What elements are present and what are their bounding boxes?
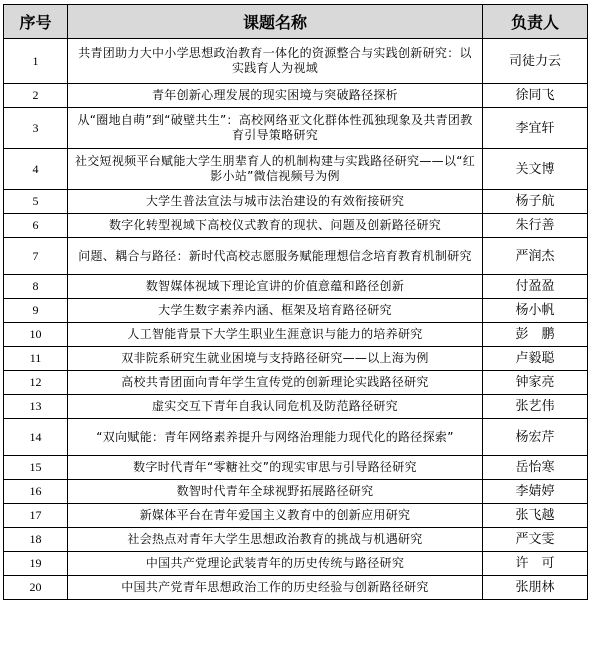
table-row (4, 347, 588, 371)
table-row (4, 275, 588, 299)
table-row (4, 214, 588, 238)
row-number: 2 (4, 84, 68, 108)
row-number: 10 (4, 323, 68, 347)
row-person: 朱行善 (483, 214, 588, 238)
row-number: 3 (4, 108, 68, 149)
table-row (4, 190, 588, 214)
project-table (3, 4, 588, 600)
row-person: 卢毅聪 (483, 347, 588, 371)
row-title: 双非院系研究生就业困境与支持路径研究——以上海为例 (68, 347, 483, 371)
header-number: 序号 (4, 5, 68, 39)
row-title: 数智时代青年全球视野拓展路径研究 (68, 480, 483, 504)
row-number: 12 (4, 371, 68, 395)
row-number: 18 (4, 528, 68, 552)
table-row (4, 504, 588, 528)
table-row (4, 528, 588, 552)
row-title: “双向赋能：青年网络素养提升与网络治理能力现代化的路径探索” (68, 419, 483, 456)
table-row (4, 84, 588, 108)
row-person: 杨小帆 (483, 299, 588, 323)
row-person: 严文雯 (483, 528, 588, 552)
table-header (4, 5, 588, 39)
row-person: 严润杰 (483, 238, 588, 275)
table-row (4, 456, 588, 480)
row-number: 1 (4, 39, 68, 84)
row-title: 虚实交互下青年自我认同危机及防范路径研究 (68, 395, 483, 419)
row-person: 付盈盈 (483, 275, 588, 299)
table-row (4, 149, 588, 190)
row-number: 20 (4, 576, 68, 600)
row-title: 问题、耦合与路径：新时代高校志愿服务赋能理想信念培育教育机制研究 (68, 238, 483, 275)
row-person: 徐同飞 (483, 84, 588, 108)
row-title: 大学生普法宣法与城市法治建设的有效衔接研究 (68, 190, 483, 214)
row-person: 关文博 (483, 149, 588, 190)
row-title: 人工智能背景下大学生职业生涯意识与能力的培养研究 (68, 323, 483, 347)
row-number: 14 (4, 419, 68, 456)
row-title: 数智媒体视域下理论宣讲的价值意蕴和路径创新 (68, 275, 483, 299)
row-title: 高校共青团面向青年学生宣传党的创新理论实践路径研究 (68, 371, 483, 395)
table-row (4, 371, 588, 395)
row-person: 杨宏芹 (483, 419, 588, 456)
row-number: 11 (4, 347, 68, 371)
row-person: 杨子航 (483, 190, 588, 214)
row-number: 13 (4, 395, 68, 419)
row-title: 青年创新心理发展的现实困境与突破路径探析 (68, 84, 483, 108)
row-number: 5 (4, 190, 68, 214)
row-number: 9 (4, 299, 68, 323)
row-title: 中国共产党青年思想政治工作的历史经验与创新路径研究 (68, 576, 483, 600)
table-row (4, 299, 588, 323)
table-row (4, 39, 588, 84)
row-number: 8 (4, 275, 68, 299)
header-row (4, 5, 588, 39)
row-number: 19 (4, 552, 68, 576)
row-title: 共青团助力大中小学思想政治教育一体化的资源整合与实践创新研究：以实践育人为视域 (68, 39, 483, 84)
table-row (4, 108, 588, 149)
row-number: 17 (4, 504, 68, 528)
row-number: 16 (4, 480, 68, 504)
row-title: 新媒体平台在青年爱国主义教育中的创新应用研究 (68, 504, 483, 528)
row-title: 从“圈地自萌”到“破壁共生”：高校网络亚文化群体性孤独现象及共青团教育引导策略研究 (68, 108, 483, 149)
row-number: 4 (4, 149, 68, 190)
row-person: 钟家亮 (483, 371, 588, 395)
table-row (4, 552, 588, 576)
table-body (4, 39, 588, 600)
row-title: 数字时代青年“零糖社交”的现实审思与引导路径研究 (68, 456, 483, 480)
row-person: 张朋林 (483, 576, 588, 600)
table-row (4, 395, 588, 419)
row-number: 15 (4, 456, 68, 480)
table-row (4, 323, 588, 347)
row-person: 张飞越 (483, 504, 588, 528)
row-title: 中国共产党理论武装青年的历史传统与路径研究 (68, 552, 483, 576)
table-row (4, 238, 588, 275)
table-row (4, 576, 588, 600)
row-person: 彭 鹏 (483, 323, 588, 347)
table-row (4, 419, 588, 456)
row-title: 大学生数字素养内涵、框架及培育路径研究 (68, 299, 483, 323)
row-title: 数字化转型视域下高校仪式教育的现状、问题及创新路径研究 (68, 214, 483, 238)
row-person: 李宜轩 (483, 108, 588, 149)
header-person: 负责人 (483, 5, 588, 39)
row-number: 7 (4, 238, 68, 275)
row-person: 李婧婷 (483, 480, 588, 504)
row-title: 社交短视频平台赋能大学生朋辈育人的机制构建与实践路径研究——以“红影小站”微信视频号为例 (68, 149, 483, 190)
row-person: 司徒力云 (483, 39, 588, 84)
header-title: 课题名称 (68, 5, 483, 39)
row-number: 6 (4, 214, 68, 238)
row-person: 张艺伟 (483, 395, 588, 419)
row-title: 社会热点对青年大学生思想政治教育的挑战与机遇研究 (68, 528, 483, 552)
table-row (4, 480, 588, 504)
row-person: 岳怡寒 (483, 456, 588, 480)
row-person: 许 可 (483, 552, 588, 576)
